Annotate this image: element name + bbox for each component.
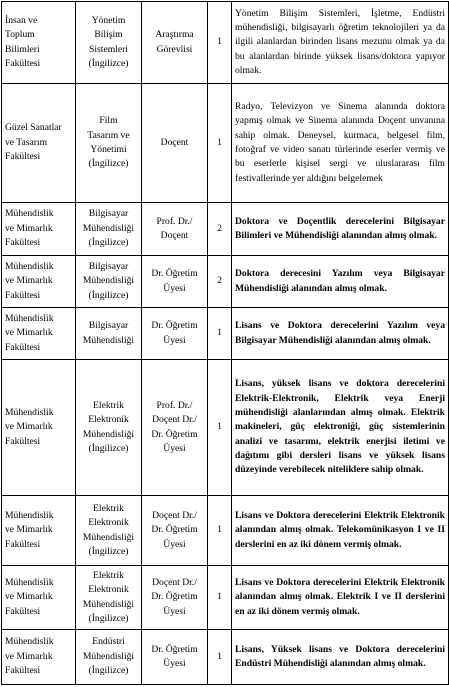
table-row xyxy=(2,308,449,360)
department-cell xyxy=(76,566,142,630)
faculty-cell xyxy=(2,2,76,84)
table-row xyxy=(2,203,449,256)
cell-line: Film xyxy=(99,115,118,127)
cell-line: Mühendisliği xyxy=(82,650,135,662)
cell-line: Mühendislik xyxy=(5,312,54,324)
requirements-cell: Lisans, Yüksek lisans ve Doktora derecelerini Endüstri Mühendisliği alanından almış olmak. xyxy=(232,630,449,685)
count-cell: 2 xyxy=(208,203,232,256)
cell-line: Dr. Öğretim xyxy=(151,428,198,440)
cell-line: Mühendislik xyxy=(5,208,54,220)
title-cell xyxy=(142,308,208,360)
cell-line: Dr. Öğretim xyxy=(151,268,198,280)
cell-line: ve Mimarlık xyxy=(5,591,53,603)
cell-line: Üyesi xyxy=(163,442,186,454)
title-cell xyxy=(142,84,208,203)
cell-line: Tasarım ve xyxy=(87,129,130,141)
cell-line: Toplum xyxy=(5,29,35,41)
count-cell: 1 xyxy=(208,2,232,84)
cell-line: Mühendislik xyxy=(5,406,54,418)
count-cell: 1 xyxy=(208,84,232,203)
requirements-cell: Lisans ve Doktora derecelerini Elektrik Elektronik alanından almış olmak. Elektrik I ve II derslerini en az iki dönem vermiş olmak. xyxy=(232,566,449,630)
cell-line: Mühendisliği xyxy=(82,598,135,610)
cell-line: Yönetim xyxy=(91,14,126,26)
department-cell xyxy=(76,496,142,566)
cell-line: Fakültesi xyxy=(5,341,41,353)
count-cell: 1 xyxy=(208,360,232,496)
cell-line: Doçent xyxy=(160,136,189,148)
count-cell: 1 xyxy=(208,496,232,566)
table-row xyxy=(2,360,449,496)
cell-line: Fakültesi xyxy=(5,605,41,617)
cell-line: ve Mimarlık xyxy=(5,327,53,339)
cell-line: Mühendislik xyxy=(5,636,54,648)
requirements-cell: Doktora derecesini Yazılım veya Bilgisayar Mühendisliği alanından almış olmak. xyxy=(232,256,449,308)
cell-line: Üyesi xyxy=(163,605,186,617)
faculty-cell xyxy=(2,256,76,308)
requirements-cell: Yönetim Bilişim Sistemleri, İşletme, Endüstri mühendisliği, bilgisayarlı öğretim teknolojileri ya da ilgili alanlardan birinden lisans mezunu olmak ya da bu alanlardan birinde yüksek lisans/doktora yapıyor olmak. xyxy=(232,2,449,84)
cell-line: Güzel Sanatlar xyxy=(5,122,62,134)
table-row xyxy=(2,630,449,685)
cell-line: Elektrik xyxy=(93,569,124,581)
cell-line: Dr. Öğretim xyxy=(151,591,198,603)
cell-line: Üyesi xyxy=(163,538,186,550)
title-cell xyxy=(142,256,208,308)
cell-line: Elektrik xyxy=(93,399,124,411)
cell-line: Bilimleri xyxy=(5,43,40,55)
faculty-cell xyxy=(2,360,76,496)
title-cell xyxy=(142,566,208,630)
cell-line: Bilgisayar xyxy=(88,260,129,272)
cell-line: Mühendisliği xyxy=(82,222,135,234)
requirements-cell: Lisans, yüksek lisans ve doktora derecelerini Elektrik-Elektronik, Elektrik veya Enerji mühendisliği alanlarından almış olmak. Elektrik makineleri, güç elektroniği, güç sistemlerinin analizi ve tasarımı, elektrik enerjisi iletimi ve dağıtımı gibi dersleri lisans ve yüksek lisans düzeyinde verebilecek niteliklere sahip olmak. xyxy=(232,360,449,496)
cell-line: Fakültesi xyxy=(5,57,41,69)
department-cell xyxy=(76,360,142,496)
cell-line: (İngilizce) xyxy=(88,57,129,69)
count-cell: 2 xyxy=(208,256,232,308)
faculty-cell xyxy=(2,630,76,685)
title-cell xyxy=(142,360,208,496)
cell-line: (İngilizce) xyxy=(88,158,129,170)
cell-line: Mühendislik xyxy=(5,260,54,272)
count-cell: 1 xyxy=(208,566,232,630)
cell-line: Bilgisayar xyxy=(88,208,129,220)
cell-line: Mühendisliği xyxy=(82,428,135,440)
department-cell xyxy=(76,2,142,84)
faculty-cell xyxy=(2,84,76,203)
cell-line: Mühendisliği xyxy=(82,531,135,543)
requirements-cell: Lisans ve Doktora derecelerini Yazılım veya Bilgisayar Mühendisliği alanından almış olmak. xyxy=(232,308,449,360)
cell-line: (İngilizce) xyxy=(88,545,129,557)
cell-line: Üyesi xyxy=(163,334,186,346)
cell-line: Dr. Öğretim xyxy=(151,320,198,332)
requirements-cell: Lisans ve Doktora derecelerini Elektrik Elektronik alanından almış olmak. Telekomünikasyon I ve II derslerini en az iki dönem vermiş olmak. xyxy=(232,496,449,566)
cell-line: Fakültesi xyxy=(5,665,41,677)
department-cell xyxy=(76,256,142,308)
faculty-cell xyxy=(2,308,76,360)
cell-line: Bilişim xyxy=(94,29,123,41)
table-row xyxy=(2,2,449,84)
cell-line: (İngilizce) xyxy=(88,442,129,454)
cell-line: ve Mimarlık xyxy=(5,650,53,662)
title-cell xyxy=(142,630,208,685)
cell-line: Fakültesi xyxy=(5,538,41,550)
count-cell: 1 xyxy=(208,308,232,360)
table-row xyxy=(2,256,449,308)
requirements-cell: Radyo, Televizyon ve Sinema alanında doktora yapmış olmak ve Sinema alanında Doçent unvanına sahip olmak. Deneysel, kurmaca, belgesel film, fotoğraf ve video sanatı türlerinde eserler vermiş ve bu eserlerle kişisel sergi ve uluslararası film festivallerinde yer aldığını belgelemek xyxy=(232,84,449,203)
cell-line: (İngilizce) xyxy=(88,289,129,301)
cell-line: Doçent Dr./ xyxy=(152,414,197,426)
cell-line: Dr. Öğretim xyxy=(151,643,198,655)
cell-line: (İngilizce) xyxy=(88,237,129,249)
cell-line: (İngilizce) xyxy=(88,612,129,624)
cell-line: Dr. Öğretim xyxy=(151,524,198,536)
cell-line: Doçent Dr./ xyxy=(152,509,197,521)
cell-line: Mühendisliği xyxy=(82,334,135,346)
positions-table-body xyxy=(2,2,449,685)
department-cell xyxy=(76,308,142,360)
cell-line: Fakültesi xyxy=(5,435,41,447)
cell-line: Yönetimi xyxy=(90,144,127,155)
cell-line: Bilgisayar xyxy=(88,320,129,332)
positions-table xyxy=(1,1,449,685)
cell-line: Sistemleri xyxy=(89,43,128,55)
cell-line: (İngilizce) xyxy=(88,665,129,677)
cell-line: Doçent Dr./ xyxy=(152,576,197,588)
cell-line: Görevlisi xyxy=(156,43,193,55)
cell-line: ve Mimarlık xyxy=(5,421,53,433)
cell-line: Prof. Dr./ xyxy=(156,399,193,411)
count-cell: 1 xyxy=(208,630,232,685)
cell-line: Fakültesi xyxy=(5,151,41,163)
cell-line: Elektronik xyxy=(88,517,129,529)
title-cell xyxy=(142,496,208,566)
cell-line: Doçent xyxy=(160,230,189,241)
department-cell xyxy=(76,203,142,256)
department-cell xyxy=(76,84,142,203)
cell-line: Endüstri xyxy=(92,636,125,648)
table-row xyxy=(2,496,449,566)
cell-line: Elektrik xyxy=(93,502,124,514)
cell-line: Prof. Dr./ xyxy=(156,215,193,227)
table-row xyxy=(2,84,449,203)
cell-line: ve Mimarlık xyxy=(5,275,53,287)
cell-line: Araştırma xyxy=(155,29,194,41)
title-cell xyxy=(142,2,208,84)
cell-line: Mühendisliği xyxy=(82,275,135,287)
cell-line: İnsan ve xyxy=(5,14,38,26)
faculty-cell xyxy=(2,566,76,630)
cell-line: Elektronik xyxy=(88,584,129,596)
cell-line: Mühendislik xyxy=(5,576,54,588)
cell-line: ve Mimarlık xyxy=(5,222,53,234)
department-cell xyxy=(76,630,142,685)
title-cell xyxy=(142,203,208,256)
faculty-cell xyxy=(2,496,76,566)
cell-line: ve Tasarım xyxy=(5,136,48,148)
cell-line: Mühendislik xyxy=(5,509,54,521)
cell-line: Üyesi xyxy=(163,282,186,294)
cell-line: Elektronik xyxy=(88,414,129,426)
cell-line: ve Mimarlık xyxy=(5,524,53,536)
table-row xyxy=(2,566,449,630)
requirements-cell: Doktora ve Doçentlik derecelerini Bilgisayar Bilimleri ve Mühendisliği alanından almış olmak. xyxy=(232,203,449,256)
cell-line: Üyesi xyxy=(163,658,186,669)
cell-line: Fakültesi xyxy=(5,237,41,249)
faculty-cell xyxy=(2,203,76,256)
cell-line: Fakültesi xyxy=(5,289,41,301)
